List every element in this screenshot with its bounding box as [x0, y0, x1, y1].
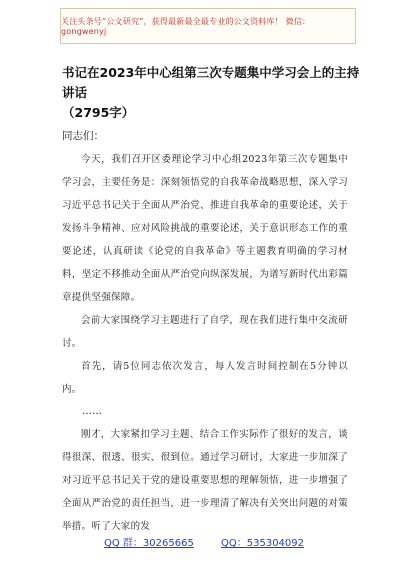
- paragraph-speakers: 首先，请5位同志依次发言，每人发言时间控制在5分钟以内。: [62, 361, 348, 395]
- paragraph-summary: 刚才，大家紧扣学习主题、结合工作实际作了很好的发言，谈得很深、很透、很实、很到位。通过学习研讨，大家进一步加深了对习近平总书记关于党的建设重要思想的理解领悟，进一步增强了全面从严治党的责任担当，进一步理清了解决有关突出问题的对策举措。听了大家的发: [62, 429, 348, 532]
- promo-banner: [60, 8, 356, 44]
- paragraph-self-study: 会前大家围绕学习主题进行了自学，现在我们进行集中交流研讨。: [62, 315, 348, 349]
- ellipsis: ……: [82, 406, 102, 417]
- qq-link[interactable]: QQ：535304092: [221, 538, 305, 549]
- footer-contact: [0, 534, 408, 552]
- document-title: [62, 63, 362, 123]
- promo-banner-text: 关注头条号“公文研究”，获得最新最全最专业的公文资料库！ 微信：gongwenyj: [61, 17, 311, 36]
- document-title-wordcount: （2795字）: [62, 105, 135, 120]
- paragraph-opening: 今天，我们召开区委理论学习中心组2023年第三次专题集中学习会，主要任务是：深刻领悟党的自我革命战略思想，深入学习习近平总书记关于全面从严治党、推进自我革命的重要论述，关于发扬斗争精神、应对风险挑战的重要论述，关于意识形态工作的重要论述，认真研读《论党的自我革命》等主题教育明确的学习材料，坚定不移推动全面从严治党向纵深发展，为谱写新时代出彩篇章提供坚强保障。: [62, 154, 348, 303]
- document-title-main: 书记在2023年中心组第三次专题集中学习会上的主持讲话: [62, 65, 360, 100]
- salutation: 同志们：: [62, 130, 104, 142]
- document-body: [62, 124, 348, 538]
- qq-group-link[interactable]: QQ 群：30265665: [103, 538, 194, 549]
